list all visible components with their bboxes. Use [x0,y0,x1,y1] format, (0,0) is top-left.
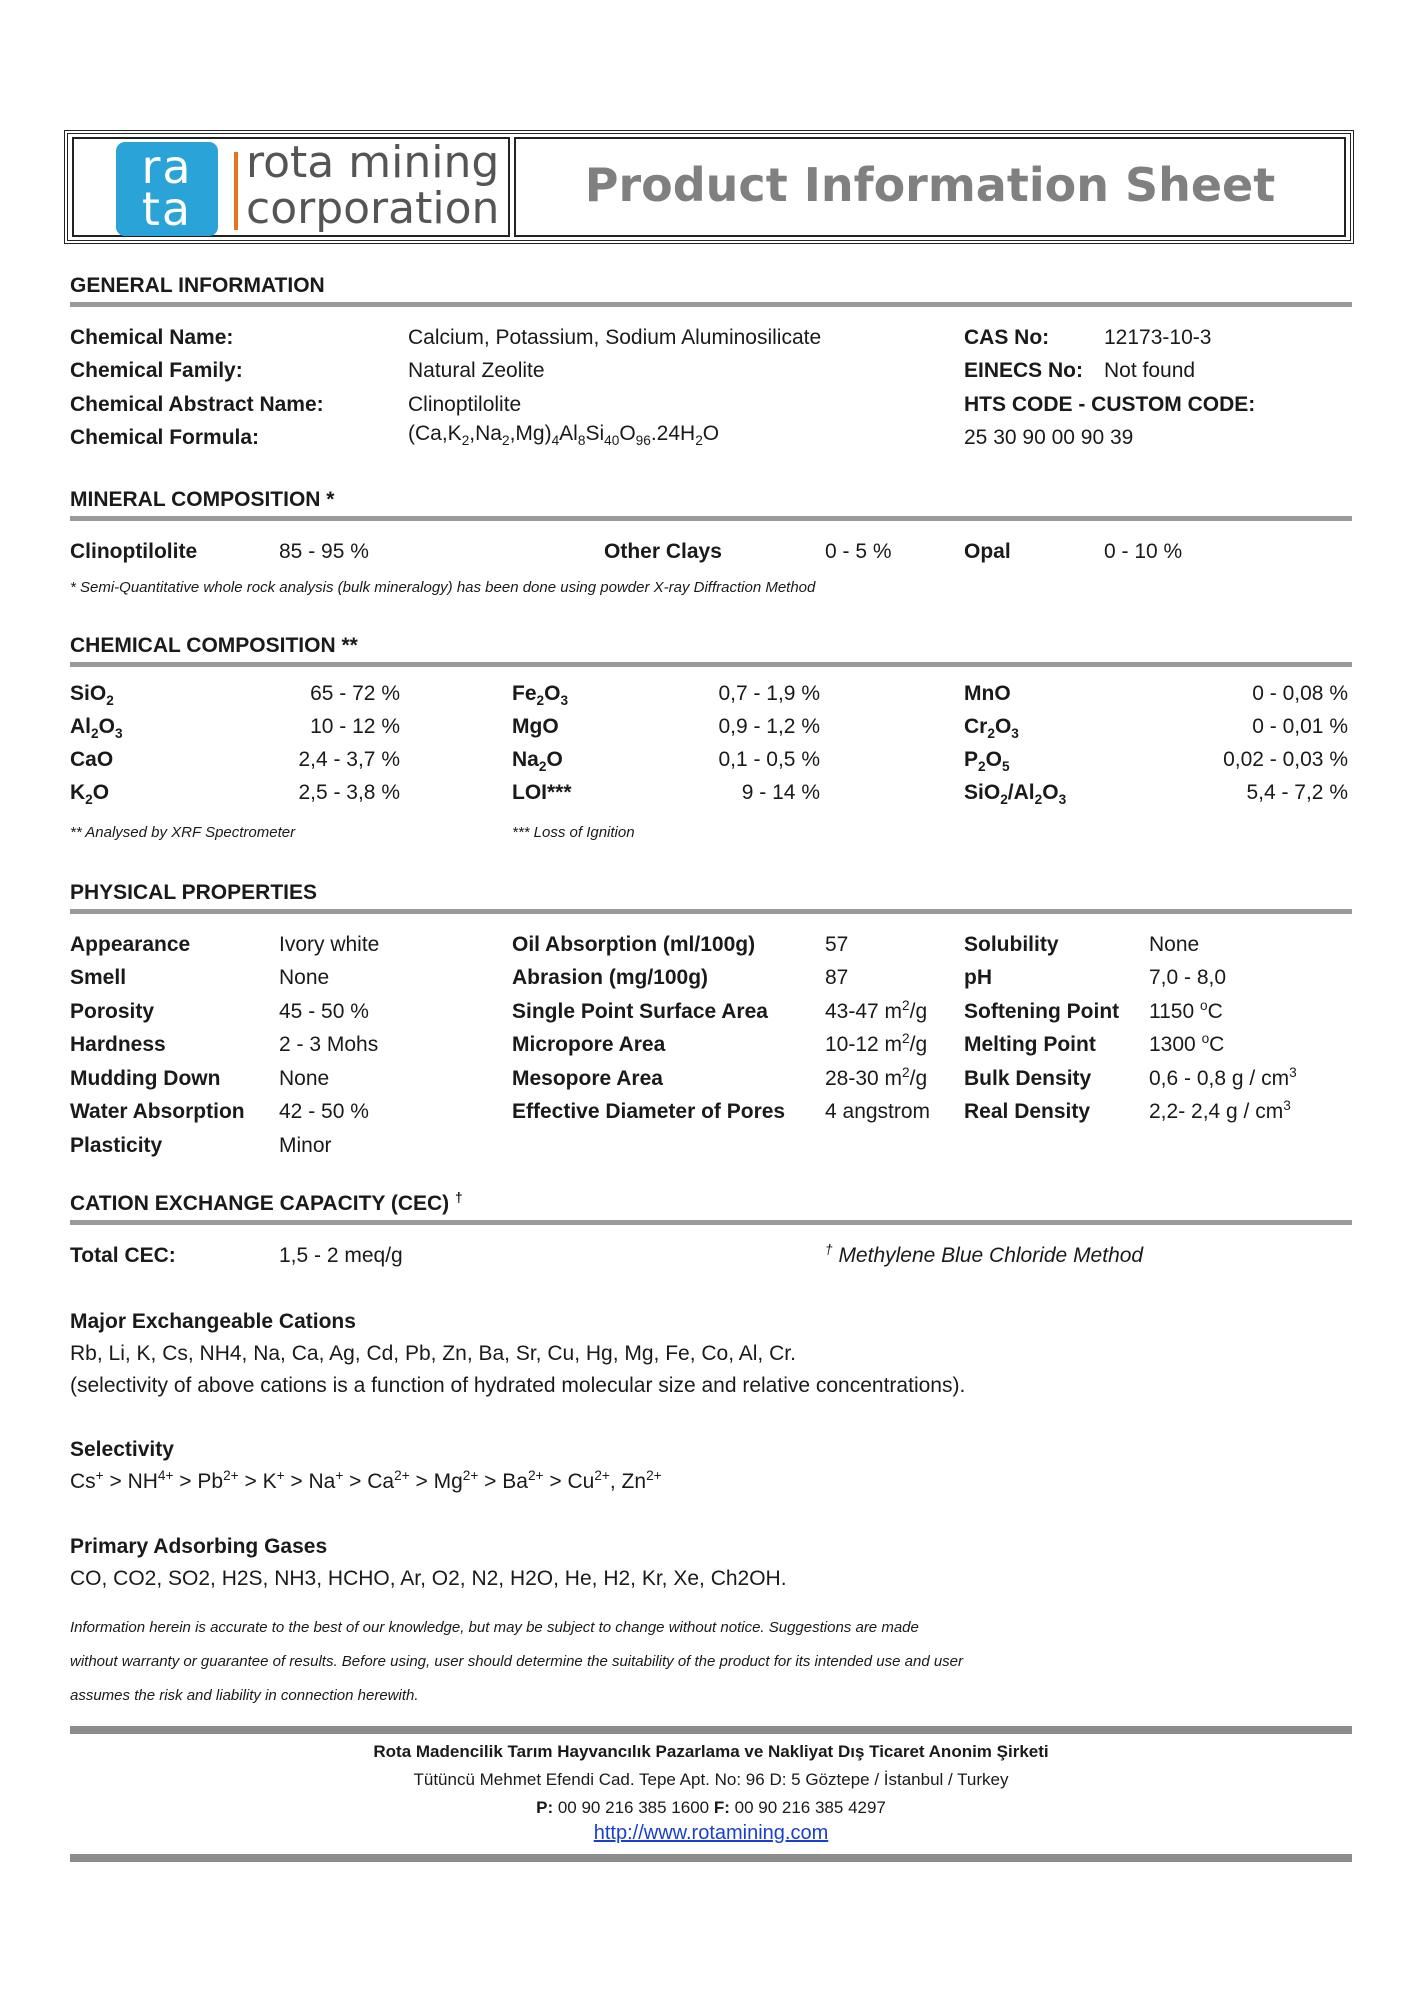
gases-heading: Primary Adsorbing Gases [70,1535,328,1558]
chem-label-mno: MnO [964,682,1011,705]
chem-value-mgo: 0,9 - 1,2 % [718,715,820,738]
chem-value-loi: 9 - 14 % [741,781,820,804]
footer-phone: 00 90 216 385 1600 [557,1798,710,1817]
phys-label-micropore: Micropore Area [512,1033,666,1056]
chem-value-sio2: 65 - 72 % [310,682,400,705]
mineral-rule [70,516,1352,521]
physical-rule [70,909,1352,914]
mineral-label-1: Clinoptilolite [70,540,198,563]
phys-value-appearance: Ivory white [279,933,380,956]
hts-value: 25 30 90 00 90 39 [964,426,1134,449]
phys-value-bulk-density: 0,6 - 0,8 g / $cm^3$ [1149,1065,1297,1090]
footer-fax-label: F: [713,1798,730,1817]
website-link[interactable]: http://www.rotamining.com [593,1822,829,1844]
cas-value: 12173-10-3 [1104,326,1212,349]
company-logo [116,142,218,236]
phys-label-hardness: Hardness [70,1033,166,1056]
chemical-footnote-loi: *** Loss of Ignition [512,824,635,841]
chem-value-sio2-al2o3: 5,4 - 7,2 % [1246,781,1348,804]
selectivity-sequence: $Cs^+ > NH^{4+} > Pb^{2+} > K^+ > Na^+ > Ca^{2+} > Mg^{2+} > Ba^{2+} > Cu^{2+}$, $Zn^{2+}$ [70,1468,662,1493]
disclaimer-line-2: without warranty or guarantee of results. Before using, user should determine the suitability of the product for its intended use and user [70,1653,964,1670]
cec-method [825,1244,1143,1268]
chemical-rule [70,662,1352,667]
logo-wordmark [246,137,500,234]
gases-list: CO, CO2, SO2, H2S, NH3, HCHO, Ar, O2, N2, H2O, He, H2, Kr, Xe, Ch2OH. [70,1567,787,1590]
disclaimer-line-1: Information herein is accurate to the best of our knowledge, but may be subject to change without notice. Suggestions are made [70,1619,919,1636]
phys-label-single-point: Single Point Surface Area [512,1000,768,1023]
physical-heading: PHYSICAL PROPERTIES [70,881,317,904]
mineral-value-3: 0 - 10 % [1104,540,1183,563]
phys-label-mudding: Mudding Down [70,1067,221,1090]
cations-list: Rb, Li, K, Cs, NH4, Na, Ca, Ag, Cd, Pb, Zn, Ba, Sr, Cu, Hg, Mg, Fe, Co, Al, Cr. [70,1342,796,1365]
cec-method-dagger: † [825,1242,833,1257]
phys-label-smell: Smell [70,966,127,989]
mineral-heading: MINERAL COMPOSITION * [70,488,335,511]
chem-label-al2o3: $Al_2O_3$ [70,715,123,742]
document-title: Product Information Sheet [584,158,1276,212]
hts-label: HTS CODE - CUSTOM CODE: [964,393,1256,416]
footer-rule-top [70,1726,1352,1734]
phys-value-single-point: 43-47 $m^2/g$ [825,998,928,1023]
phys-value-micropore: 10-12 $m^2/g$ [825,1031,928,1056]
chemical-heading: CHEMICAL COMPOSITION ** [70,634,358,657]
phys-label-mesopore: Mesopore Area [512,1067,663,1090]
footer-fax: 00 90 216 385 4297 [734,1798,886,1817]
cec-heading [70,1192,463,1216]
cec-method-text: Methylene Blue Chloride Method [838,1244,1144,1267]
cec-heading-text: CATION EXCHANGE CAPACITY (CEC) [70,1192,450,1215]
general-rule [70,302,1352,307]
chemical-abstract-label: Chemical Abstract Name: [70,393,324,416]
phys-label-bulk-density: Bulk Density [964,1067,1092,1090]
phys-label-softening: Softening Point [964,1000,1120,1023]
phys-label-melting: Melting Point [964,1033,1096,1056]
chemical-abstract-value: Clinoptilolite [408,393,522,416]
cec-dagger: † [455,1190,463,1205]
chem-label-fe2o3: $Fe_2O_3$ [512,682,569,709]
footer-link-row [70,1822,1352,1845]
total-cec-label: Total CEC: [70,1244,176,1267]
phys-label-appearance: Appearance [70,933,191,956]
phys-value-plasticity: Minor [279,1134,332,1157]
chem-label-p2o5: $P_2O_5$ [964,748,1010,775]
cations-heading: Major Exchangeable Cations [70,1310,356,1333]
chemical-formula-label: Chemical Formula: [70,426,260,449]
phys-value-oil-absorption: 57 [825,933,849,956]
chem-value-na2o: 0,1 - 0,5 % [718,748,820,771]
logo-mark [116,142,218,236]
phys-label-oil-absorption: Oil Absorption (ml/100g) [512,933,756,956]
phys-label-solubility: Solubility [964,933,1059,956]
phys-value-water-absorption: 42 - 50 % [279,1100,369,1123]
mineral-label-3: Opal [964,540,1011,563]
chem-value-cr2o3: 0 - 0,01 % [1252,715,1348,738]
phys-value-ph: 7,0 - 8,0 [1149,966,1227,989]
phys-label-abrasion: Abrasion (mg/100g) [512,966,709,989]
footer-address: Tütüncü Mehmet Efendi Cad. Tepe Apt. No: 96 D: 5 Göztepe / İstanbul / Turkey [413,1770,1009,1789]
footer-company: Rota Madencilik Tarım Hayvancılık Pazarlama ve Nakliyat Dış Ticaret Anonim Şirketi [373,1742,1049,1761]
phys-value-softening: 1150 $^o$C [1149,998,1223,1023]
chem-value-p2o5: 0,02 - 0,03 % [1223,748,1348,771]
chem-value-k2o: 2,5 - 3,8 % [298,781,400,804]
chem-label-na2o: $Na_2O$ [512,748,563,775]
chemical-formula-value: $(Ca,K_2,Na_2,Mg)_4Al_8Si_{40}O_{96}.24H_2O$ [408,422,720,449]
chem-label-mgo: MgO [512,715,559,738]
selectivity-heading: Selectivity [70,1438,174,1461]
phys-value-real-density: 2,2- 2,4 g / $cm^3$ [1149,1098,1291,1123]
phys-value-hardness: 2 - 3 Mohs [279,1033,379,1056]
phys-label-pore-diameter: Effective Diameter of Pores [512,1100,786,1123]
phys-value-smell: None [279,966,330,989]
chem-label-sio2: SiO$_2$ [70,682,114,709]
phys-value-mesopore: 28-30 $m^2/g$ [825,1065,928,1090]
phys-value-melting: 1300 $^o$C [1149,1031,1225,1056]
chem-value-al2o3: 10 - 12 % [310,715,400,738]
cations-note: (selectivity of above cations is a function of hydrated molecular size and relative concentrations). [70,1374,966,1397]
chem-label-cao: CaO [70,748,114,771]
phys-label-water-absorption: Water Absorption [70,1100,245,1123]
chemical-family-value: Natural Zeolite [408,359,545,382]
chemical-name-label: Chemical Name: [70,326,234,349]
logo-letters-top: ra [141,140,193,194]
phys-label-porosity: Porosity [70,1000,155,1023]
logo-text-line2: corporation [246,183,500,234]
footer-phone-label: P: [536,1798,554,1817]
total-cec-value: 1,5 - 2 meq/g [279,1244,403,1267]
mineral-label-2: Other Clays [604,540,722,563]
cec-rule [70,1220,1352,1225]
einecs-label: EINECS No: [964,359,1084,382]
mineral-footnote: * Semi-Quantitative whole rock analysis (bulk mineralogy) has been done using powder X-ray Diffraction Method [70,579,816,596]
phys-value-pore-diameter: 4 angstrom [825,1100,931,1123]
phys-value-porosity: 45 - 50 % [279,1000,369,1023]
chem-label-loi: LOI*** [512,781,572,804]
mineral-value-2: 0 - 5 % [825,540,892,563]
footer-rule-bottom [70,1854,1352,1862]
cas-label: CAS No: [964,326,1050,349]
chemical-name-value: Calcium, Potassium, Sodium Aluminosilicate [408,326,822,349]
phys-label-plasticity: Plasticity [70,1134,163,1157]
phys-value-solubility: None [1149,933,1200,956]
chem-value-cao: 2,4 - 3,7 % [298,748,400,771]
phys-value-mudding: None [279,1067,330,1090]
logo-divider [234,152,238,230]
footer-contact [70,1798,1352,1818]
phys-label-ph: pH [964,966,992,989]
chem-label-k2o: $K_2O$ [70,781,110,808]
einecs-value: Not found [1104,359,1196,382]
mineral-value-1: 85 - 95 % [279,540,369,563]
chem-value-mno: 0 - 0,08 % [1252,682,1348,705]
chem-label-sio2-al2o3: $SiO_2/Al_2O_3$ [964,781,1067,808]
general-heading: GENERAL INFORMATION [70,274,325,297]
chemical-family-label: Chemical Family: [70,359,243,382]
chemical-footnote-xrf: ** Analysed by XRF Spectrometer [70,824,296,841]
phys-label-real-density: Real Density [964,1100,1091,1123]
chem-label-cr2o3: $Cr_2O_3$ [964,715,1019,742]
disclaimer-line-3: assumes the risk and liability in connection herewith. [70,1687,419,1704]
logo-letters-bottom: ta [141,182,193,236]
chem-value-fe2o3: 0,7 - 1,9 % [718,682,820,705]
logo-text-line1: rota mining [246,137,500,188]
phys-value-abrasion: 87 [825,966,849,989]
